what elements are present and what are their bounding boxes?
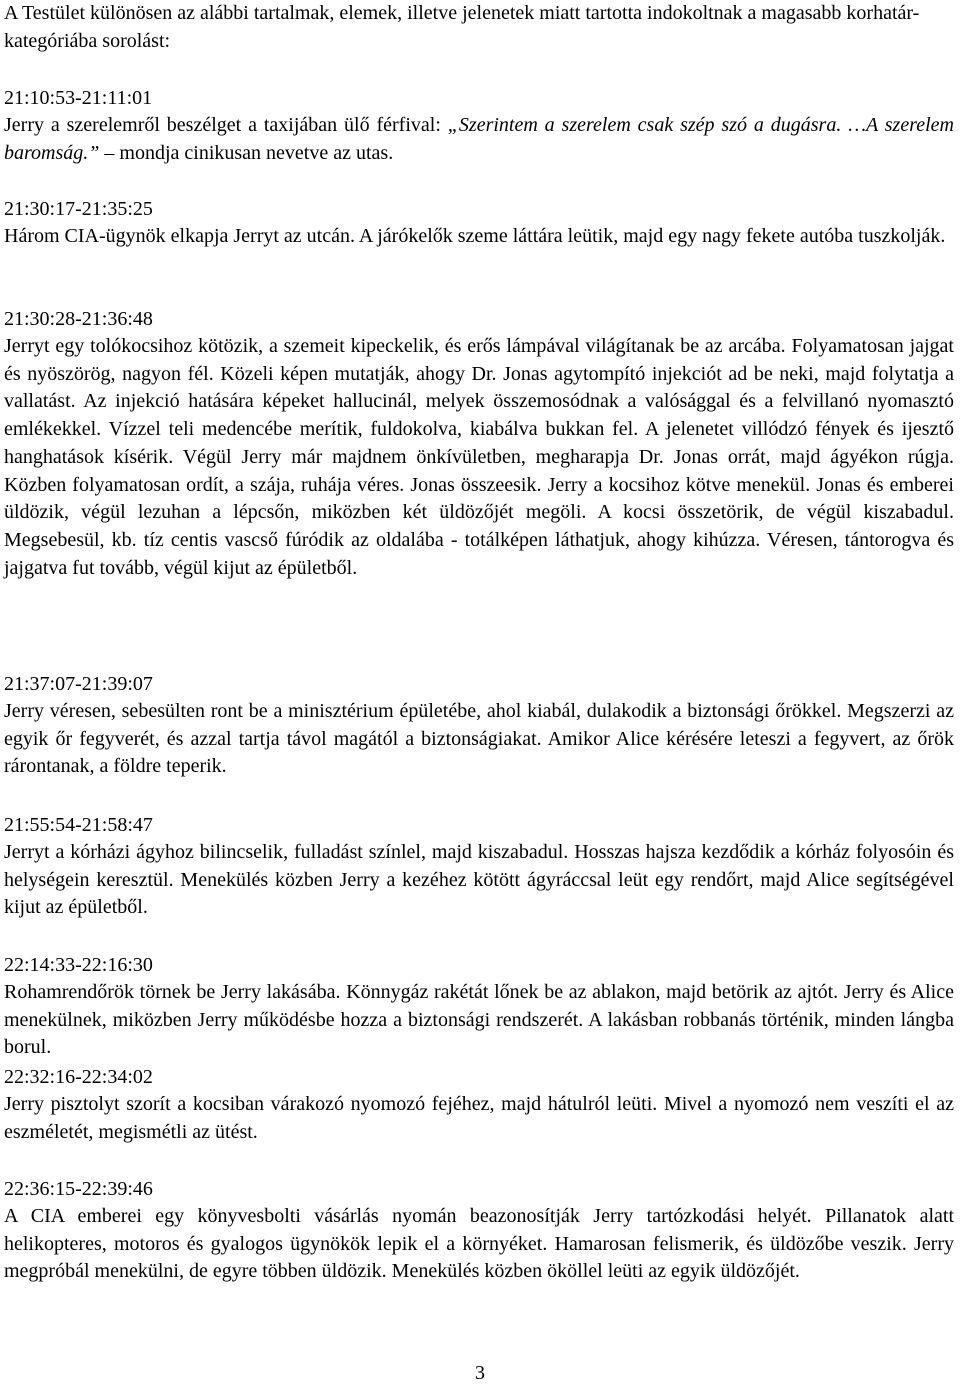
section-8 <box>4 1175 954 1286</box>
section-7 <box>4 1063 954 1146</box>
section-text: Három CIA-ügynök elkapja Jerryt az utcán. A járókelők szeme láttára leütik, majd egy nagy fekete autóba tuszkolják. <box>4 225 946 247</box>
section-1 <box>4 84 954 167</box>
section-text: Rohamrendőrök törnek be Jerry lakásába. Könnygáz rakétát lőnek be az ablakon, majd betörik az ajtót. Jerry és Alice menekülnek, miközben Jerry működésbe hozza a biztonsági rendszerét. A lakásban robbanás történik, minden lángba borul. <box>4 981 954 1059</box>
timestamp: 22:14:33-22:16:30 <box>4 954 153 976</box>
section-text: Jerry pisztolyt szorít a kocsiban várakozó nyomozó fejéhez, majd hátulról leüti. Mivel a nyomozó nem veszíti el az eszméletét, megismétli az ütést. <box>4 1093 954 1143</box>
section-text: Jerryt a kórházi ágyhoz bilincselik, fulladást színlel, majd kiszabadul. Hosszas hajsza kezdődik a kórház folyosóin és helységein keresztül. Menekülés közben Jerry a kezéhez kötött ágyráccsal leüt egy rendőrt, majd Alice segítségével kijut az épületből. <box>4 841 954 919</box>
timestamp: 22:36:15-22:39:46 <box>4 1178 153 1200</box>
section-4 <box>4 670 954 781</box>
timestamp: 21:55:54-21:58:47 <box>4 814 153 836</box>
section-2 <box>4 195 954 251</box>
section-3 <box>4 305 954 582</box>
quote: „Szerintem a szerelem csak szép szó a dugásra. …A szerelem baromság.” <box>4 114 954 164</box>
section-6 <box>4 951 954 1062</box>
section-text: A CIA emberei egy könyvesbolti vásárlás nyomán beazonosítják Jerry tartózkodási helyét. Pillanatok alatt helikopteres, motoros és gyalogos ügynökök lepik el a környéket. Hamarosan felismerik, és üldözőbe veszik. Jerry megpróbál menekülni, de egyre többen üldözik. Menekülés közben ököllel leüti az egyik üldözőjét. <box>4 1205 954 1283</box>
section-text: Jerryt egy tolókocsihoz kötözik, a szemeit kipeckelik, és erős lámpával világítanak be az arcába. Folyamatosan jajgat és nyöszörög, nagyon fél. Közeli képen mutatják, ahogy Dr. Jonas agytompító injekciót ad be neki, majd folytatja a vallatást. Az injekció hatására képeket hallucinál, melyek összemosódnak a valósággal és a felvillanó nyomasztó emlékekkel. Vízzel teli medencébe merítik, fuldokolva, kiabálva bukkan fel. A jelenetet villódzó fények és ijesztő hanghatások kísérik. Végül Jerry már majdnem önkívületben, megharapja Dr. Jonas orrát, majd ágyékon rúgja. Közben folyamatosan ordít, a szája, ruhája véres. Jonas összeesik. Jerry a kocsihoz kötve menekül. Jonas és emberei üldözik, végül lezuhan a lépcsőn, miközben két üldözőjét megöli. A kocsi összetörik, de végül kiszabadul. Megsebesül, kb. tíz centis vascső fúródik az oldalába - totálképen láthatjuk, ahogy kihúzza. Véresen, tántorogva és jajgatva fut tovább, végül kijut az épületből. <box>4 335 954 579</box>
section-text: Jerry véresen, sebesülten ront be a minisztérium épületébe, ahol kiabál, dulakodik a biztonsági őrökkel. Megszerzi az egyik őr fegyverét, és azzal tartja távol magától a biztonságiakat. Amikor Alice kérésére leteszi a fegyvert, az őrök rárontanak, a földre teperik. <box>4 700 954 778</box>
timestamp: 21:30:17-21:35:25 <box>4 198 153 220</box>
section-5 <box>4 811 954 922</box>
timestamp: 21:30:28-21:36:48 <box>4 308 153 330</box>
timestamp: 21:10:53-21:11:01 <box>4 87 153 109</box>
page-number: 3 <box>475 1362 485 1384</box>
timestamp: 22:32:16-22:34:02 <box>4 1066 153 1088</box>
section-text: Jerry a szerelemről beszélget a taxijában ülő férfival: „Szerintem a szerelem csak szép szó a dugásra. …A szerelem baromság.” – mondja cinikusan nevetve az utas. <box>4 114 954 164</box>
intro-paragraph: A Testület különösen az alábbi tartalmak, elemek, illetve jelenetek miatt tartotta indokoltnak a magasabb korhatár-kategóriába sorolást: <box>4 2 920 52</box>
timestamp: 21:37:07-21:39:07 <box>4 673 153 695</box>
